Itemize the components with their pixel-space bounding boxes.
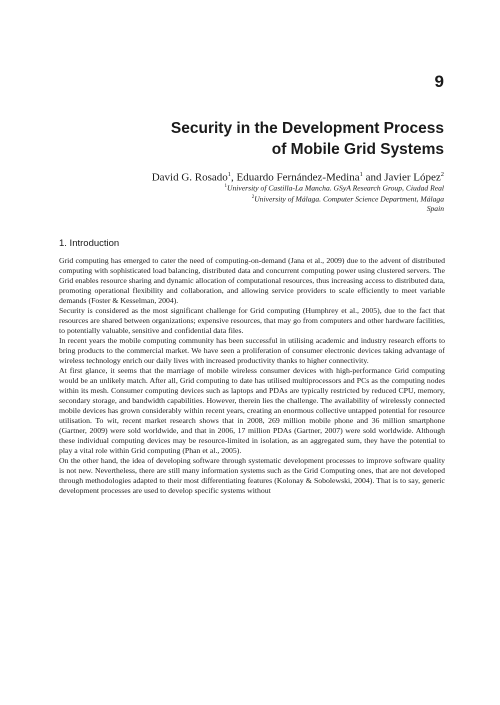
author-1: David G. Rosado — [151, 171, 228, 184]
author-1-affiliation-mark: 1 — [227, 171, 232, 178]
section-heading: 1. Introduction — [59, 238, 120, 249]
affiliation-1 — [44, 182, 444, 194]
author-2-affiliation-mark: 1 — [359, 171, 363, 178]
chapter-title-line-1: Security in the Development Process — [170, 120, 444, 137]
paragraph: At first glance, it seems that the marriage of mobile wireless consumer devices with high-performance Grid computing would be an unlikely match. After all, Grid computing to date has utilised multiprocessors and PCs as the computing nodes within its mesh. Consumer computing devices such as laptops and PDAs are typically restricted by reduced CPU, memory, secondary storage, and bandwidth capabilities. However, therein lies the challenge. The availability of wirelessly connected mobile devices has grown considerably within recent years, creating an enormous collective untapped potential for resource utilisation. To wit, recent market research shows that in 2008, 269 million mobile phone and 36 million smartphone (Gartner, 2009) were sold worldwide, and that in 2006, 17 million PDAs (Gartner, 2007) were sold worldwide. Although these individual computing devices may be resource-limited in isolation, as an aggregated sum, they have the potential to play a vital role within Grid computing (Phan et al., 2005). — [59, 366, 445, 455]
affiliation-1-mark: 1 — [224, 184, 228, 189]
paragraph: Security is considered as the most significant challenge for Grid computing (Humphrey et al., 2005), due to the fact that resources are shared between organizations; expensive resources, that may go from computers and other hardware facilities, to potentially valuable, sensitive and confidential data files. — [59, 306, 445, 335]
affiliation-2 — [44, 193, 444, 205]
section-body — [59, 256, 445, 496]
affiliation-1-text: University of Castilla-La Mancha. GSyA Research Group, Ciudad Real — [227, 183, 444, 193]
author-separator: , — [231, 171, 237, 184]
affiliation-2-text: University of Málaga. Computer Science Department, Málaga — [254, 194, 444, 204]
chapter-title-line-2: of Mobile Grid Systems — [271, 141, 444, 158]
author-3-affiliation-mark: 2 — [440, 171, 444, 178]
paragraph: Grid computing has emerged to cater the need of computing-on-demand (Jana et al., 2009) due to the advent of distributed computing with sophisticated load balancing, distributed data and concurrent computing power using clustered servers. The Grid enables resource sharing and dynamic allocation of computational resources, thus increasing access to distributed data, promoting operational flexibility and collaboration, and allowing service providers to scale efficiently to meet variable demands (Foster & Kesselman, 2004). — [59, 256, 445, 305]
affiliation-2-country: Spain — [426, 204, 444, 213]
author-separator: and — [362, 171, 385, 184]
author-2: Eduardo Fernández-Medina — [236, 171, 360, 184]
affiliation-2-mark: 2 — [251, 195, 255, 200]
chapter-number: 9 — [434, 72, 444, 91]
paragraph: In recent years the mobile computing community has been successful in utilising academic and industry research efforts to bring products to the commercial market. We have seen a proliferation of consumer electronic devices taking advantage of wireless technology enrich our daily lives with increased productivity thanks to higher connectivity. — [59, 336, 445, 365]
chapter-title — [64, 118, 444, 160]
paragraph: On the other hand, the idea of developing software through systematic development processes to improve software quality is not new. Nevertheless, there are still many information systems such as the Grid Computing ones, that are not developed through methodologies adapted to their most differentiating features (Kolonay & Sobolewski, 2004). That is to say, generic development processes are used to develop specific systems without — [59, 456, 445, 495]
author-3: Javier López — [384, 171, 441, 184]
